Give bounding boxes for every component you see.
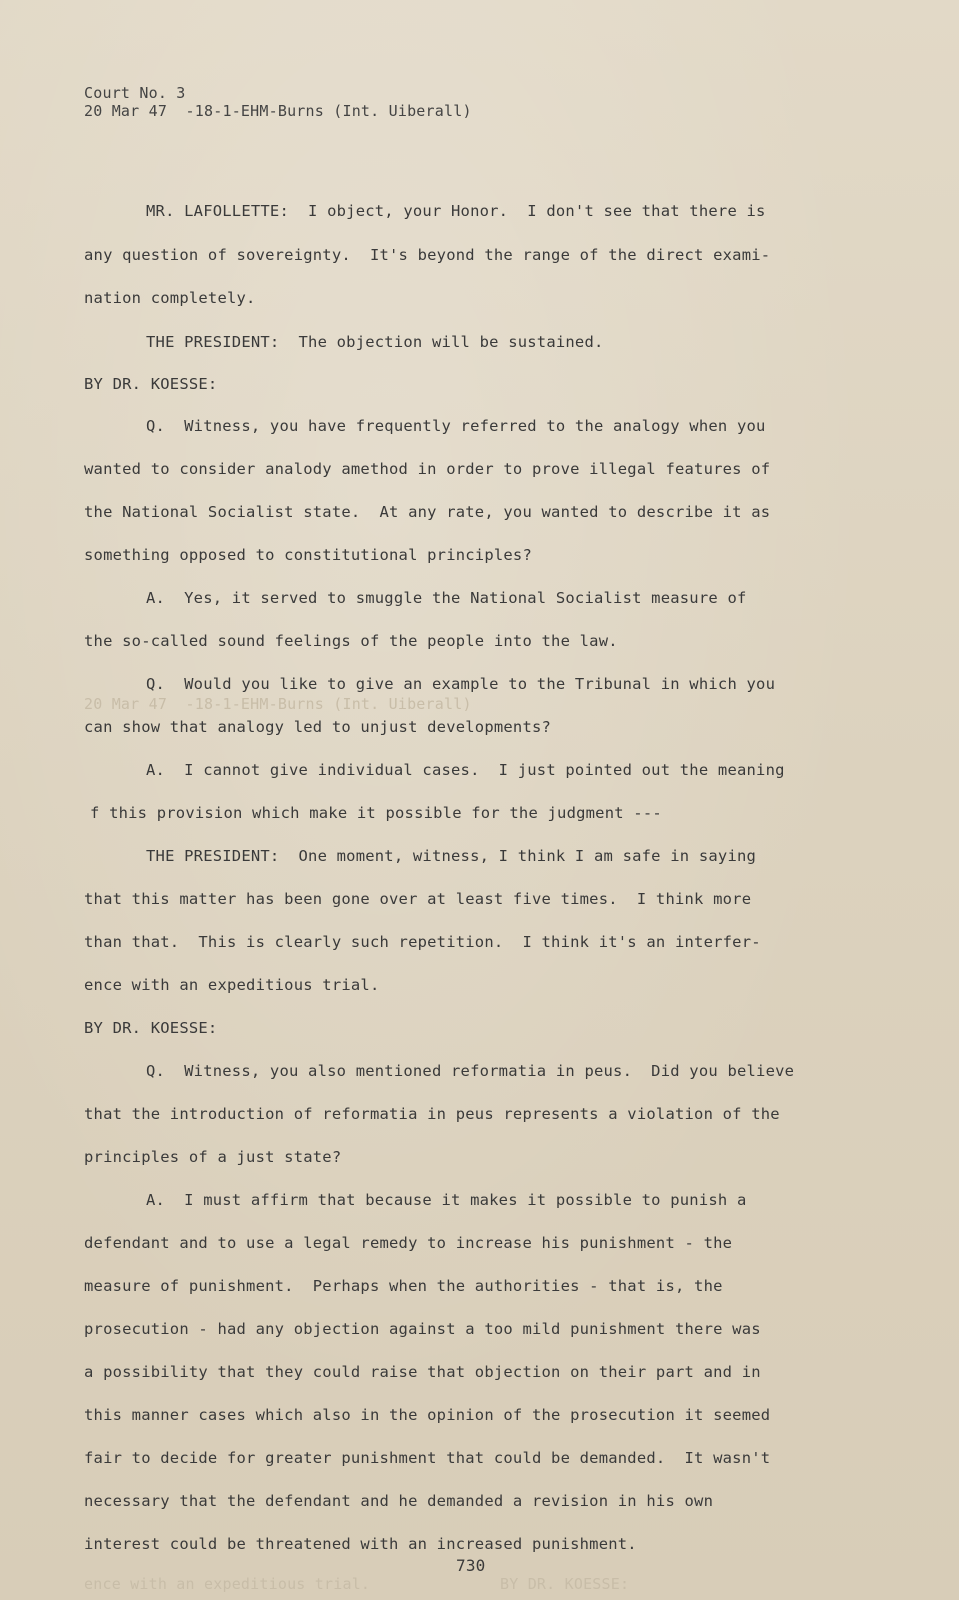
- transcript-line: this manner cases which also in the opinion of the prosecution it seemed: [84, 1406, 771, 1424]
- transcript-line: BY DR. KOESSE:: [84, 375, 218, 393]
- transcript-line: A. I must affirm that because it makes it possible to punish a: [146, 1191, 747, 1209]
- session-reference: 20 Mar 47 -18-1-EHM-Burns (Int. Uiberall): [84, 102, 472, 120]
- transcript-line: wanted to consider analody amethod in order to prove illegal features of: [84, 460, 771, 478]
- transcript-line: ence with an expeditious trial.: [84, 976, 380, 994]
- transcript-line: Q. Would you like to give an example to the Tribunal in which you: [146, 675, 776, 693]
- bleed-through-text: 20 Mar 47 -18-1-EHM-Burns (Int. Uiberall): [84, 695, 472, 713]
- page-number: 730: [456, 1556, 486, 1575]
- transcript-line: that the introduction of reformatia in peus represents a violation of the: [84, 1105, 780, 1123]
- transcript-line: fair to decide for greater punishment that could be demanded. It wasn't: [84, 1449, 771, 1467]
- transcript-line: principles of a just state?: [84, 1148, 342, 1166]
- transcript-line: THE PRESIDENT: The objection will be sustained.: [146, 333, 604, 351]
- transcript-line: defendant and to use a legal remedy to increase his punishment - the: [84, 1234, 733, 1252]
- transcript-line: the National Socialist state. At any rate, you wanted to describe it as: [84, 503, 771, 521]
- court-number: Court No. 3: [84, 84, 186, 102]
- transcript-line: nation completely.: [84, 289, 256, 307]
- transcript-line: A. I cannot give individual cases. I just pointed out the meaning: [146, 761, 785, 779]
- transcript-line: can show that analogy led to unjust developments?: [84, 718, 552, 736]
- transcript-line: BY DR. KOESSE:: [84, 1019, 218, 1037]
- transcript-line: A. Yes, it served to smuggle the National Socialist measure of: [146, 589, 747, 607]
- transcript-line: the so-called sound feelings of the people into the law.: [84, 632, 618, 650]
- transcript-line: necessary that the defendant and he demanded a revision in his own: [84, 1492, 714, 1510]
- bleed-through-text: BY DR. KOESSE:: [500, 1575, 630, 1593]
- transcript-line: interest could be threatened with an increased punishment.: [84, 1535, 637, 1553]
- transcript-line: than that. This is clearly such repetition. I think it's an interfer-: [84, 933, 761, 951]
- transcript-line: prosecution - had any objection against a too mild punishment there was: [84, 1320, 761, 1338]
- transcript-line: MR. LAFOLLETTE: I object, your Honor. I don't see that there is: [146, 202, 766, 220]
- bleed-through-text: ence with an expeditious trial.: [84, 1575, 371, 1593]
- transcript-line: Q. Witness, you also mentioned reformatia in peus. Did you believe: [146, 1062, 795, 1080]
- transcript-line: THE PRESIDENT: One moment, witness, I think I am safe in saying: [146, 847, 757, 865]
- transcript-line: f this provision which make it possible for the judgment ---: [90, 804, 662, 822]
- transcript-line: a possibility that they could raise that objection on their part and in: [84, 1363, 761, 1381]
- transcript-line: that this matter has been gone over at least five times. I think more: [84, 890, 752, 908]
- transcript-line: any question of sovereignty. It's beyond the range of the direct exami-: [84, 246, 771, 264]
- transcript-line: Q. Witness, you have frequently referred to the analogy when you: [146, 417, 766, 435]
- transcript-line: something opposed to constitutional principles?: [84, 546, 532, 564]
- transcript-line: measure of punishment. Perhaps when the authorities - that is, the: [84, 1277, 723, 1295]
